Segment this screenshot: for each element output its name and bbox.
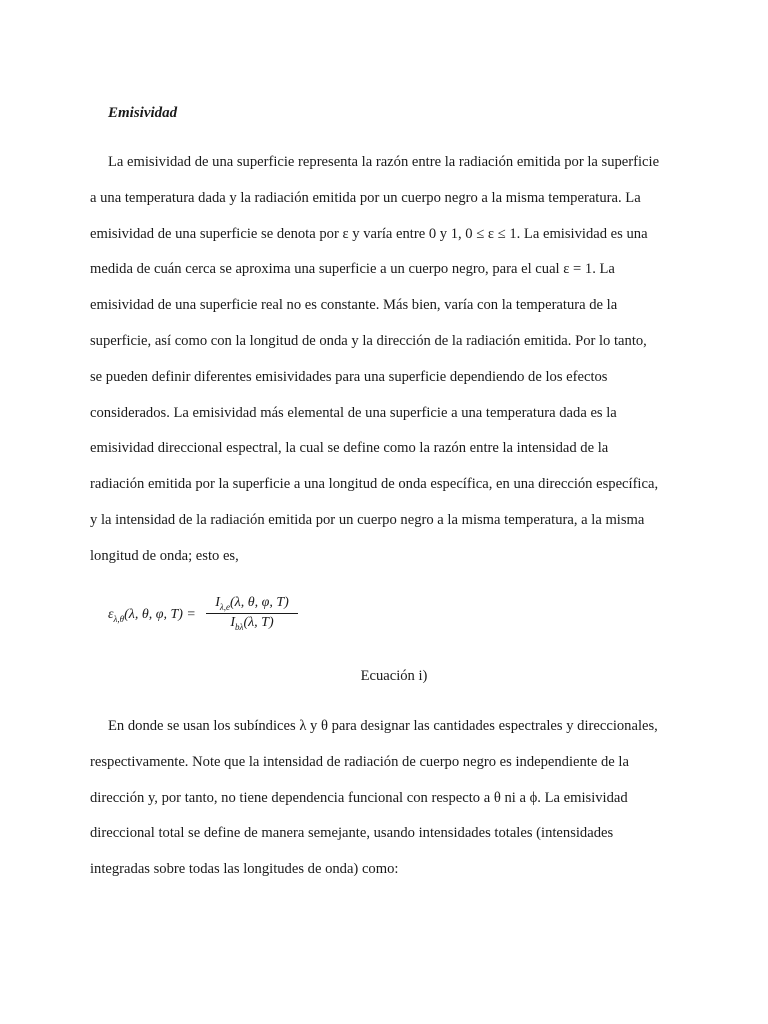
text-line: direccional total se define de manera semejante, usando intensidades totales (intensidades: [90, 825, 614, 842]
text-line: emisividad direccional espectral, la cual se define como la razón entre la intensidad de la: [90, 440, 609, 457]
equation-denominator: $I_{b\lambda}(\lambda$, T): [230, 614, 274, 632]
text-line: y la intensidad de la radiación emitida por un cuerpo negro a la misma temperatura, a la misma: [90, 511, 645, 528]
equation-numerator: $I_{\lambda,e}(\lambda$, θ, φ, T): [206, 595, 298, 614]
text-line: dirección y, por tanto, no tiene dependencia funcional con respecto a θ ni a ϕ. La emisividad: [90, 789, 628, 806]
text-line: emisividad de una superficie se denota por ε y varía entre 0 y 1, 0 ≤ ε ≤ 1. La emisividad es una: [90, 225, 648, 242]
equation-lhs: $\varepsilon_{\lambda,\theta}(\lambda$, θ, φ, T) =: [108, 607, 196, 624]
equation-fraction: [206, 595, 298, 632]
text-line: se pueden definir diferentes emisividades para una superficie dependiendo de los efectos: [90, 368, 608, 385]
text-line: radiación emitida por la superficie a una longitud de onda específica, en una dirección específica,: [90, 476, 659, 493]
text-line: longitud de onda; esto es,: [90, 547, 239, 564]
paragraph-subscripts: [90, 709, 682, 888]
text-line: emisividad de una superficie real no es constante. Más bien, varía con la temperatura de la: [90, 297, 618, 314]
text-line: integradas sobre todas las longitudes de onda) como:: [90, 861, 399, 878]
text-line: a una temperatura dada y la radiación emitida por un cuerpo negro a la misma temperatura. La: [90, 189, 641, 206]
text-line: superficie, así como con la longitud de onda y la dirección de la radiación emitida. Por lo tanto,: [90, 332, 647, 349]
text-line: En donde se usan los subíndices λ y θ para designar las cantidades espectrales y direccionales,: [108, 718, 658, 734]
equation-spectral-directional-emissivity: [108, 595, 308, 639]
text-line: La emisividad de una superficie representa la razón entre la radiación emitida por la superficie: [108, 154, 660, 170]
text-line: respectivamente. Note que la intensidad de radiación de cuerpo negro es independiente de la: [90, 753, 629, 770]
section-heading: Emisividad: [108, 105, 178, 121]
equation-caption: Ecuación i): [360, 668, 428, 684]
paragraph-emissivity-definition: [90, 145, 682, 575]
text-line: medida de cuán cerca se aproxima una superficie a un cuerpo negro, para el cual ε = 1. La: [90, 261, 615, 278]
text-line: considerados. La emisividad más elemental de una superficie a una temperatura dada es la: [90, 404, 617, 421]
